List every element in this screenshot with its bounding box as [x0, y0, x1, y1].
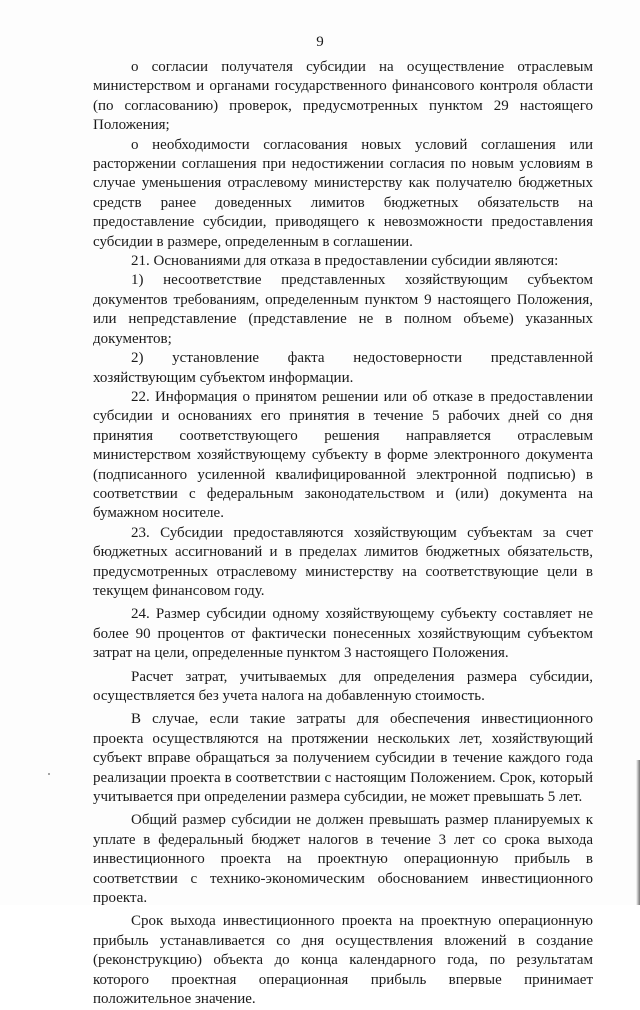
paragraph-22-decision-info: 22. Информация о принятом решении или об отказе в предоставлении субсидии и основаниях его принятия в течение 5 рабочих дней со дня принятия соответствующего решения направляется отраслевым министерством хозяйствующему субъекту в форме электронного документа (подписанного усиленной квалифицированной электронной подписью) в соответствии с федеральным законодательством и (или) документа на бумажном носителе.	[93, 388, 593, 522]
paragraph-consent-inspections: о согласии получателя субсидии на осуществление отраслевым министерством и органами государственного финансового контроля области (по согласованию) проверок, предусмотренных пунктом 29 настоящего Положения;	[93, 59, 593, 134]
document-body	[93, 58, 593, 1010]
page-number: 9	[316, 34, 324, 50]
paragraph-cost-calculation: Расчет затрат, учитываемых для определения размера субсидии, осуществляется без учета налога на добавленную стоимость.	[93, 668, 593, 704]
paragraph-21-item-2: 2) установление факта недостоверности представленной хозяйствующим субъектом информации.	[93, 350, 593, 386]
paragraph-total-subsidy-limit: Общий размер субсидии не должен превышать размер планируемых к уплате в федеральный бюджет налогов в течение 3 лет со срока выхода инвестиционного проекта на проектную операционную прибыль в соответствии с технико-экономическим обоснованием инвестиционного проекта.	[93, 812, 593, 907]
paragraph-21-refusal-grounds: 21. Основаниями для отказа в предоставлении субсидии являются:	[131, 253, 559, 270]
scan-edge-shadow	[636, 760, 640, 905]
paragraph-23-funding-source: 23. Субсидии предоставляются хозяйствующим субъектам за счет бюджетных ассигнований и в пределах лимитов бюджетных обязательств, предусмотренных отраслевому министерству на соответствующие цели в текущем финансовом году.	[93, 524, 593, 599]
paragraph-24-subsidy-size: 24. Размер субсидии одному хозяйствующему субъекту составляет не более 90 процентов от фактически понесенных хозяйствующим субъектом затрат на цели, определенные пунктом 3 настоящего Положения.	[93, 606, 593, 662]
paragraph-multi-year-costs: В случае, если такие затраты для обеспечения инвестиционного проекта осуществляются на протяжении нескольких лет, хозяйствующий субъект вправе обращаться за получением субсидии в течение каждого года реализации проекта в соответствии с настоящим Положением. Срок, который учитывается при определении размера субсидии, не может превышать 5 лет.	[93, 711, 593, 806]
paragraph-profit-term: Срок выхода инвестиционного проекта на проектную операционную прибыль устанавливается со дня осуществления вложений в создание (реконструкцию) объекта до конца календарного года, по результатам которого проектная операционная прибыль впервые принимает положительное значение.	[93, 913, 593, 1008]
paragraph-21-item-1: 1) несоответствие представленных хозяйствующим субъектом документов требованиям, определенным пунктом 9 настоящего Положения, или непредставление (представление не в полном объеме) указанных документов;	[93, 272, 593, 347]
scan-speck	[48, 773, 50, 775]
paragraph-new-terms-agreement: о необходимости согласования новых условий соглашения или расторжении соглашения при недостижении согласия по новым условиям в случае уменьшения отраслевому министерству как получателю бюджетных средств ранее доведенных лимитов бюджетных обязательств на предоставление субсидии, приводящего к невозможности предоставления субсидии в размере, определенным в соглашении.	[93, 136, 593, 250]
